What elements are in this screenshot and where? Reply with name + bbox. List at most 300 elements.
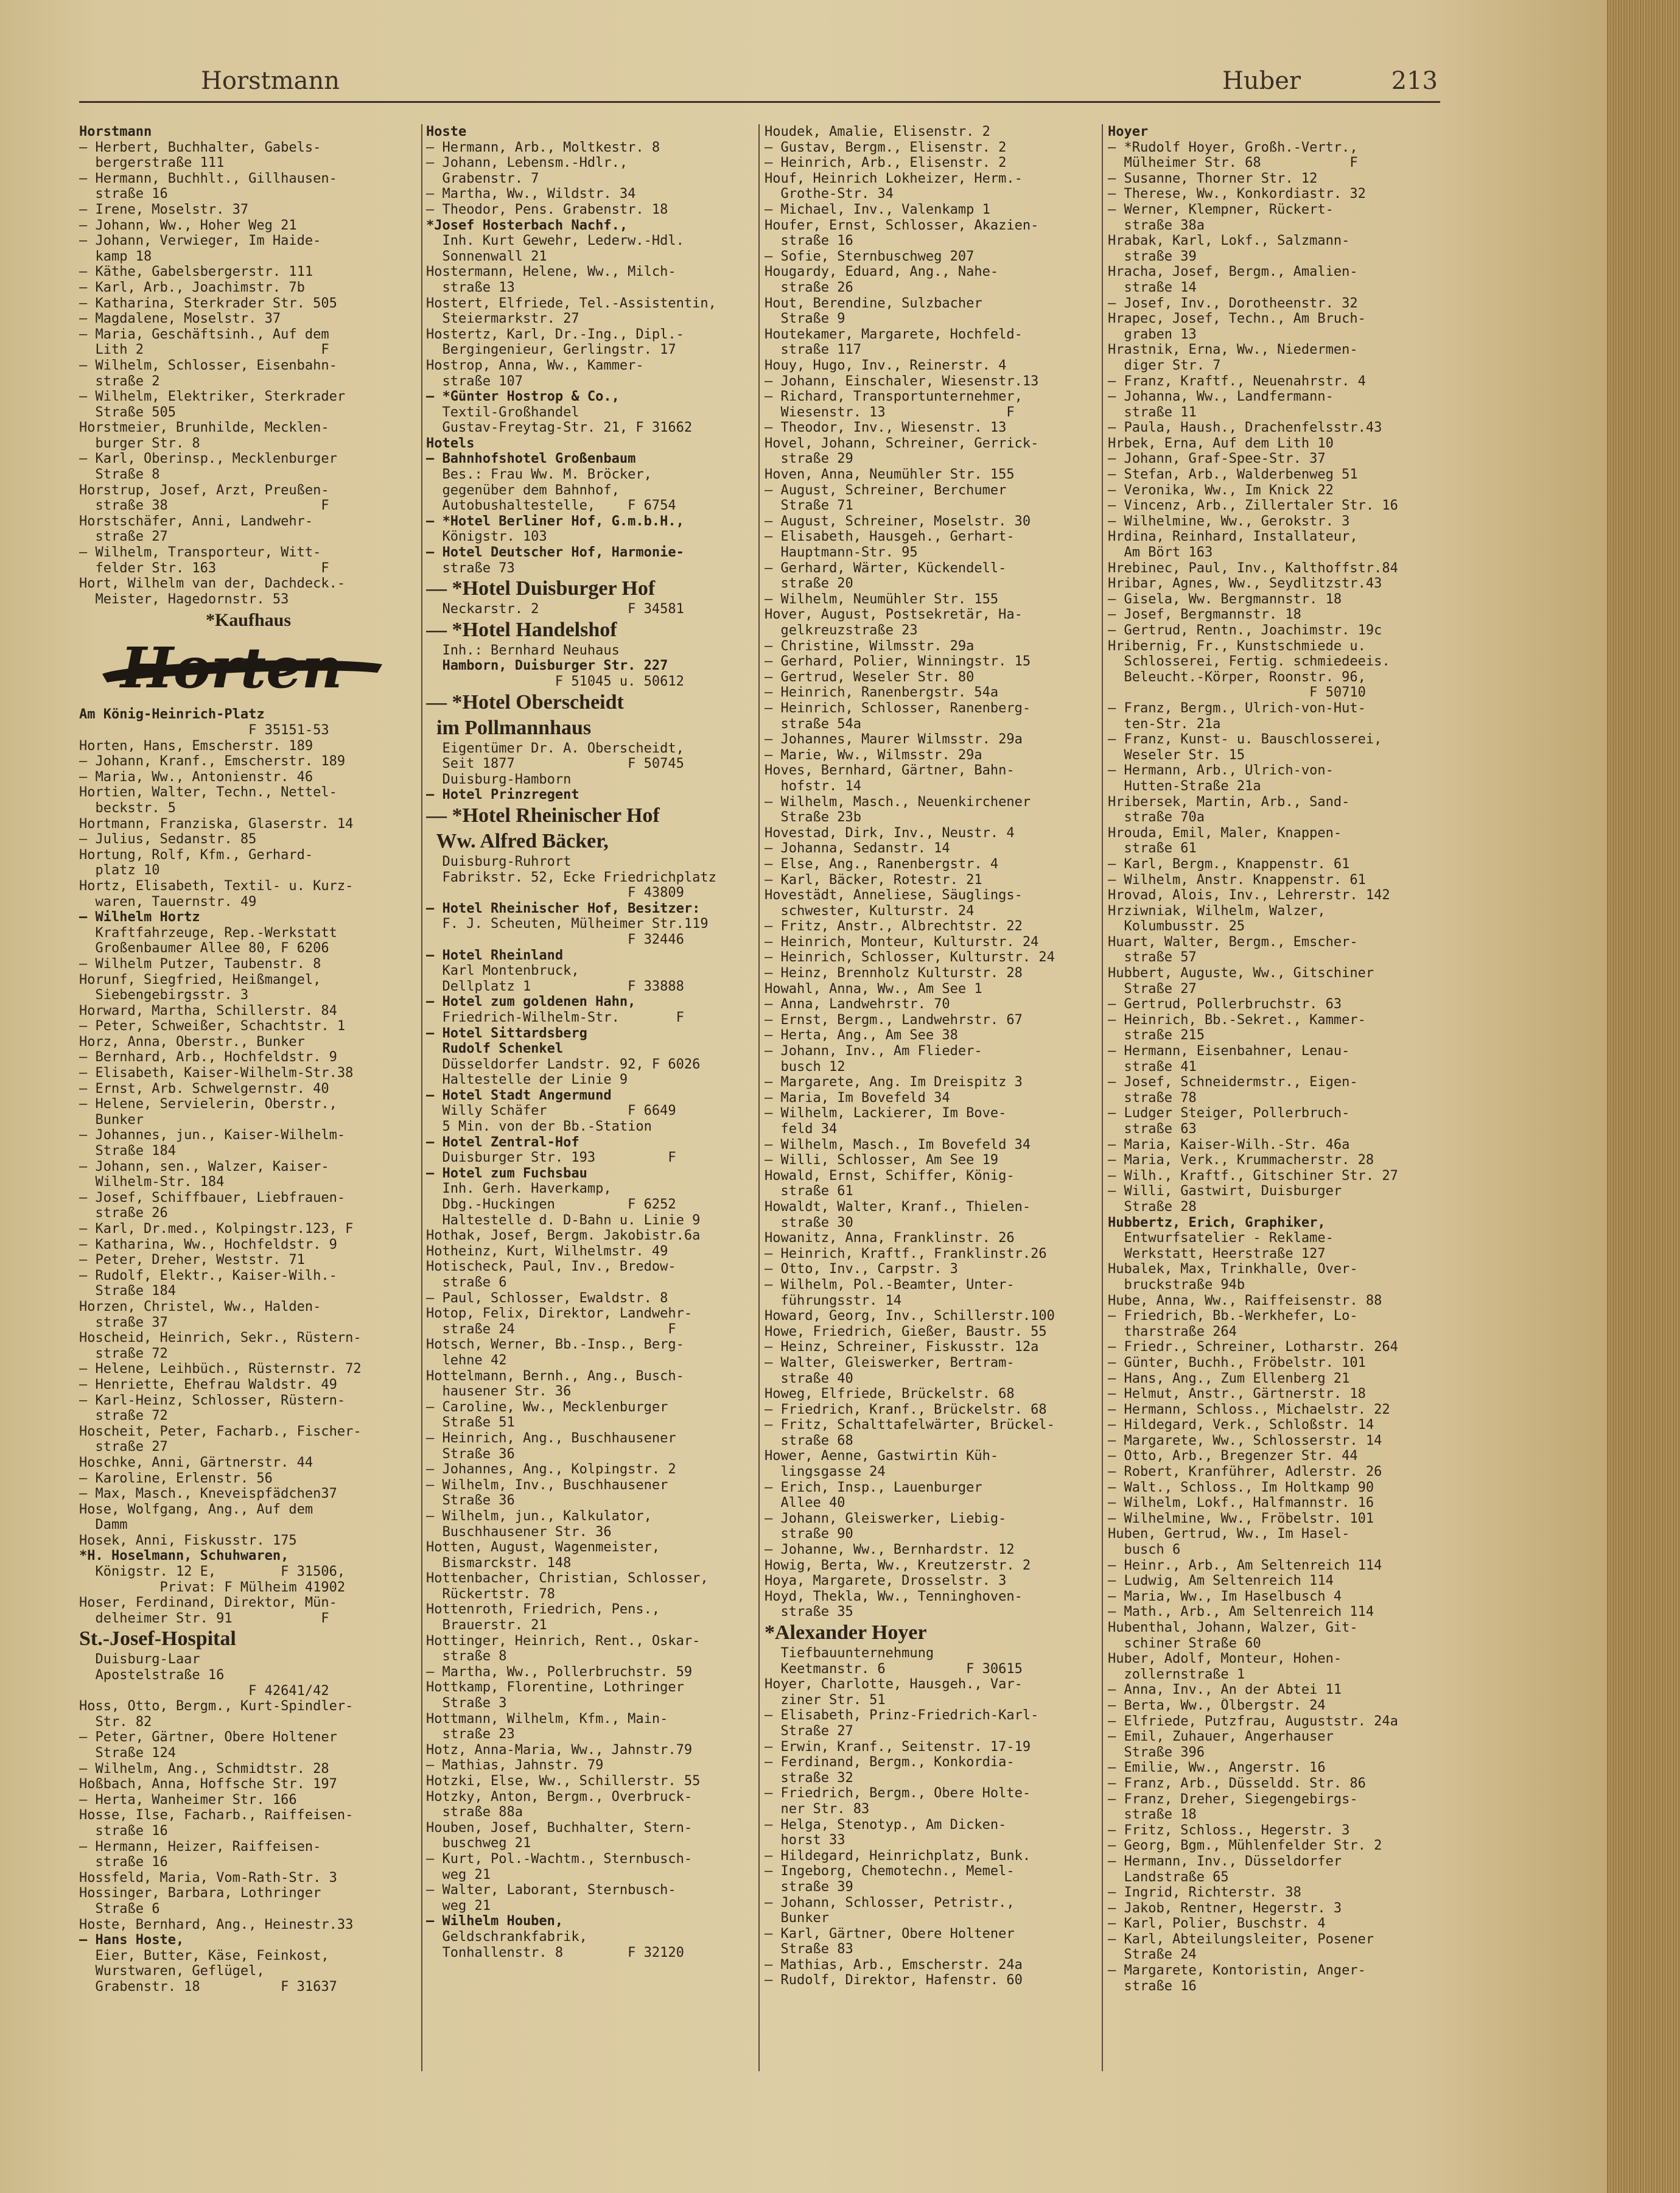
directory-entry: — Peter, Gärtner, Obere Holtener — [79, 1730, 337, 1746]
directory-entry: Hostrop, Anna, Ww., Kammer- — [426, 357, 644, 373]
directory-entry: Howig, Berta, Ww., Kreutzerstr. 2 — [765, 1557, 1031, 1573]
directory-entry: straße 24 F — [426, 1321, 676, 1337]
directory-entry: — Heinrich, Monteur, Kulturstr. 24 — [765, 934, 1039, 950]
directory-entry: Horstrup, Josef, Arzt, Preußen- — [79, 482, 329, 498]
directory-entry: — Hermann, Schloss., Michaelstr. 22 — [1108, 1402, 1390, 1417]
directory-entry: — Henriette, Ehefrau Waldstr. 49 — [79, 1377, 337, 1392]
directory-entry: — Käthe, Gabelsbergerstr. 111 — [79, 264, 313, 280]
directory-entry: straße 38 F — [79, 498, 329, 514]
directory-entry: — Josef, Inv., Dorotheenstr. 32 — [1108, 295, 1358, 311]
directory-entry: felder Str. 163 F — [79, 560, 329, 576]
directory-entry: Hovestädt, Anneliese, Säuglings- — [765, 888, 1023, 904]
directory-entry: — Karl, Oberinsp., Mecklenburger — [79, 451, 337, 467]
directory-entry: straße 2 — [79, 373, 160, 389]
directory-entry: Straße 505 — [79, 404, 176, 420]
directory-entry: — Gerhard, Wärter, Kückendell- — [765, 560, 1007, 576]
column-1 — [79, 124, 418, 2176]
directory-entry: Bunker — [765, 1911, 829, 1926]
directory-entry: — Maria, Verk., Krummacherstr. 28 — [1108, 1153, 1374, 1168]
directory-entry: — Franz, Kunst- u. Bauschlosserei, — [1108, 732, 1382, 748]
directory-entry: Friedrich-Wilhelm-Str. F — [426, 1009, 684, 1025]
directory-entry: Horstmann — [79, 124, 152, 139]
directory-entry: straße 57 — [1108, 950, 1197, 966]
directory-entry: gegenüber dem Bahnhof, — [426, 482, 620, 498]
directory-entry: — Ernst, Arb. Schwelgernstr. 40 — [79, 1081, 329, 1096]
directory-entry: Hover, August, Postsekretär, Ha- — [765, 607, 1023, 623]
directory-entry: — Maria, Kaiser-Wilh.-Str. 46a — [1108, 1137, 1350, 1153]
directory-entry: Kraftfahrzeuge, Rep.-Werkstatt — [79, 925, 337, 941]
directory-entry: ziner Str. 51 — [765, 1692, 886, 1708]
directory-entry: — Karl-Heinz, Schlosser, Rüstern- — [79, 1392, 346, 1408]
directory-entry: — Wilhelm Putzer, Taubenstr. 8 — [79, 956, 321, 972]
directory-entry: Wurstwaren, Geflügel, — [79, 1963, 265, 1979]
directory-entry: ten-Str. 21a — [1108, 716, 1221, 732]
directory-entry: Meister, Hagedornstr. 53 — [79, 591, 289, 607]
directory-entry: Grabenstr. 18 F 31637 — [79, 1979, 337, 1995]
directory-entry: Hutten-Straße 21a — [1108, 778, 1261, 794]
column-separator — [758, 124, 760, 2071]
directory-entry: Hamborn, Duisburger Str. 227 — [426, 658, 668, 674]
directory-entry: — Friedrich, Bergm., Obere Holte- — [765, 1786, 1031, 1802]
directory-entry: — Caroline, Ww., Mecklenburger — [426, 1399, 668, 1415]
directory-entry: Hotels — [426, 435, 475, 451]
directory-entry: — Vincenz, Arb., Zillertaler Str. 16 — [1108, 498, 1398, 514]
directory-entry: — Hotel Rheinland — [426, 947, 564, 963]
directory-entry: Düsseldorfer Landstr. 92, F 6026 — [426, 1056, 701, 1072]
directory-entry: — Walter, Gleiswerker, Bertram- — [765, 1355, 1015, 1370]
directory-entry: Hortz, Elisabeth, Textil- u. Kurz- — [79, 878, 354, 894]
directory-entry: — Otto, Arb., Bregenzer Str. 44 — [1108, 1448, 1358, 1464]
directory-entry: Hoßbach, Anna, Hoffsche Str. 197 — [79, 1777, 337, 1792]
directory-entry: straße 32 — [765, 1770, 853, 1786]
directory-entry: Horz, Anna, Oberstr., Bunker — [79, 1034, 305, 1050]
directory-entry: kamp 18 — [79, 248, 152, 264]
directory-entry: Hose, Wolfgang, Ang., Auf dem — [79, 1501, 313, 1517]
directory-entry: — August, Schreiner, Moselstr. 30 — [765, 513, 1031, 529]
directory-entry: — Hotel Deutscher Hof, Harmonie- — [426, 545, 684, 561]
directory-entry: — Walter, Laborant, Sternbusch- — [426, 1882, 676, 1898]
directory-entry: Hoscheid, Heinrich, Sekr., Rüstern- — [79, 1330, 362, 1346]
directory-entry: burger Str. 8 — [79, 435, 200, 451]
directory-entry: Straße 184 — [79, 1283, 176, 1299]
directory-entry: Hubalek, Max, Trinkhalle, Over- — [1108, 1261, 1358, 1277]
directory-entry: — Hans, Ang., Zum Ellenberg 21 — [1108, 1370, 1350, 1386]
directory-entry: Hottenroth, Friedrich, Pens., — [426, 1602, 660, 1618]
directory-entry: — Julius, Sedanstr. 85 — [79, 832, 257, 847]
directory-entry: — Sofie, Sternbuschweg 207 — [765, 248, 975, 264]
directory-entry: — *Hotel Handelshof — [426, 618, 617, 641]
directory-entry: — Katharina, Sterkrader Str. 505 — [79, 295, 337, 311]
directory-entry: Hottenbacher, Christian, Schlosser, — [426, 1571, 709, 1587]
directory-entry: — Johann, Graf-Spee-Str. 37 — [1108, 451, 1326, 467]
directory-entry: F 43809 — [426, 885, 684, 901]
directory-entry: Hower, Aenne, Gastwirtin Küh- — [765, 1448, 999, 1464]
directory-entry: — Franz, Dreher, Siegengebirgs- — [1108, 1791, 1358, 1807]
directory-entry: straße 63 — [1108, 1121, 1197, 1137]
directory-entry: Hube, Anna, Ww., Raiffeisenstr. 88 — [1108, 1293, 1382, 1308]
directory-entry: *H. Hoselmann, Schuhwaren, — [79, 1548, 289, 1564]
directory-entry: Wiesenstr. 13 F — [765, 404, 1015, 420]
directory-entry: Straße 28 — [1108, 1199, 1197, 1215]
directory-entry: — Hildegard, Heinrichplatz, Bunk. — [765, 1848, 1031, 1864]
directory-entry: — Heinrich, Ang., Buschhausener — [426, 1430, 676, 1446]
directory-entry: Hoste, Bernhard, Ang., Heinestr.33 — [79, 1917, 354, 1932]
directory-entry: lingsgasse 24 — [765, 1464, 886, 1480]
directory-entry: — Mathias, Jahnstr. 79 — [426, 1758, 604, 1774]
directory-entry: straße 41 — [1108, 1059, 1197, 1075]
directory-entry: straße 6 — [426, 1275, 507, 1290]
directory-entry: — Werner, Klempner, Rückert- — [1108, 202, 1334, 217]
directory-entry: — Hotel Stadt Angermund — [426, 1087, 612, 1103]
page-header — [201, 60, 1438, 102]
directory-entry: Sonnenwall 21 — [426, 248, 547, 264]
directory-entry: straße 54a — [765, 716, 861, 732]
directory-entry: — Theodor, Inv., Wiesenstr. 13 — [765, 420, 1007, 436]
directory-entry: Hossfeld, Maria, Vom-Rath-Str. 3 — [79, 1870, 337, 1886]
directory-entry: Straße 36 — [426, 1446, 515, 1462]
directory-entry: — Herbert, Buchhalter, Gabels- — [79, 139, 321, 155]
directory-entry: straße 39 — [765, 1879, 853, 1895]
directory-entry: — Elisabeth, Hausgeh., Gerhart- — [765, 529, 1015, 545]
directory-entry: — Johann, Ww., Hoher Weg 21 — [79, 217, 297, 233]
directory-entry: Hoyd, Thekla, Ww., Tenninghoven- — [765, 1588, 1023, 1604]
directory-entry: Hauptmann-Str. 95 — [765, 545, 918, 561]
directory-entry: — Bahnhofshotel Großenbaum — [426, 451, 636, 467]
directory-entry: — Gisela, Ww. Bergmannstr. 18 — [1108, 591, 1342, 607]
directory-entry: — Emilie, Ww., Angerstr. 16 — [1108, 1760, 1326, 1776]
directory-entry: — Willi, Gastwirt, Duisburger — [1108, 1184, 1342, 1199]
directory-entry: Hotten, August, Wagenmeister, — [426, 1540, 660, 1556]
directory-entry: — Johann, Schlosser, Petristr., — [765, 1895, 1015, 1911]
directory-entry: Houy, Hugo, Inv., Reinerstr. 4 — [765, 357, 1007, 373]
directory-entry: hausener Str. 36 — [426, 1384, 572, 1400]
directory-entry: — Wilhelm Hortz — [79, 910, 200, 925]
directory-entry: Hrapec, Josef, Techn., Am Bruch- — [1108, 311, 1366, 327]
directory-entry: feld 34 — [765, 1121, 838, 1137]
directory-entry: Werkstatt, Heerstraße 127 — [1108, 1246, 1326, 1261]
directory-entry: — Paul, Schlosser, Ewaldstr. 8 — [426, 1290, 668, 1306]
directory-entry: straße 73 — [426, 560, 515, 576]
directory-entry: straße 117 — [765, 342, 861, 358]
directory-entry: straße 37 — [79, 1314, 168, 1330]
directory-entry: — Franz, Kraftf., Neuenahrstr. 4 — [1108, 373, 1366, 389]
directory-entry: straße 16 — [79, 186, 168, 202]
directory-entry: — Maria, Ww., Im Haselbusch 4 — [1108, 1588, 1342, 1604]
directory-entry: — Wilhelm, Masch., Neuenkirchener — [765, 794, 1031, 810]
directory-entry: straße 38a — [1108, 217, 1205, 233]
directory-entry: Hoss, Otto, Bergm., Kurt-Spindler- — [79, 1699, 354, 1714]
directory-entry: Textil-Großhandel — [426, 404, 579, 420]
directory-entry: — Maria, Im Bovefeld 34 — [765, 1090, 950, 1106]
page-number: 213 — [1391, 67, 1438, 95]
directory-entry: — Wilhelm, jun., Kalkulator, — [426, 1508, 652, 1524]
directory-entry: Willy Schäfer F 6649 — [426, 1103, 676, 1119]
directory-entry: straße 72 — [79, 1408, 168, 1424]
directory-entry: straße 107 — [426, 373, 523, 389]
directory-entry: — Josef, Bergmannstr. 18 — [1108, 607, 1301, 623]
directory-entry: Beleucht.-Körper, Roonstr. 96, — [1108, 669, 1366, 685]
directory-entry: Straße 3 — [426, 1696, 507, 1711]
directory-entry: F 51045 u. 50612 — [426, 674, 684, 689]
directory-entry: Hotzky, Anton, Bergm., Overbruck- — [426, 1789, 693, 1805]
column-3 — [765, 124, 1103, 2176]
directory-entry: — Fritz, Schalttafelwärter, Brückel- — [765, 1417, 1055, 1433]
directory-entry: — Heinrich, Schlosser, Ranenberg- — [765, 700, 1031, 716]
directory-entry: busch 6 — [1108, 1542, 1181, 1558]
directory-entry: — Karl, Dr.med., Kolpingstr.123, F — [79, 1221, 354, 1237]
directory-entry: weg 21 — [426, 1898, 491, 1914]
directory-entry: — Heinz, Brennholz Kulturstr. 28 — [765, 966, 1023, 981]
directory-entry: Am König-Heinrich-Platz — [79, 707, 265, 723]
directory-entry: — Katharina, Ww., Hochfeldstr. 9 — [79, 1237, 337, 1252]
directory-entry: — Martha, Ww., Pollerbruchstr. 59 — [426, 1664, 693, 1680]
directory-entry: Hribersek, Martin, Arb., Sand- — [1108, 794, 1350, 810]
directory-entry: Steiermarkstr. 27 — [426, 311, 579, 327]
directory-entry: — Irene, Moselstr. 37 — [79, 202, 249, 217]
directory-entry: Hosse, Ilse, Facharb., Raiffeisen- — [79, 1808, 354, 1823]
directory-entry: straße 30 — [765, 1215, 853, 1230]
directory-entry: Huber, Adolf, Monteur, Hohen- — [1108, 1651, 1342, 1667]
directory-entry: Grothe-Str. 34 — [765, 186, 894, 202]
directory-entry: Bunker — [79, 1112, 144, 1128]
directory-entry: — Elisabeth, Kaiser-Wilhelm-Str.38 — [79, 1065, 354, 1081]
directory-entry: — Fritz, Schloss., Hegerstr. 3 — [1108, 1822, 1350, 1838]
header-rule — [79, 101, 1440, 103]
directory-entry: — Stefan, Arb., Walderbenweg 51 — [1108, 467, 1358, 483]
directory-entry: zollernstraße 1 — [1108, 1666, 1245, 1682]
directory-entry: Tiefbauunternehmung — [765, 1646, 934, 1661]
directory-entry: — Wilh., Kraftf., Gitschiner Str. 27 — [1108, 1168, 1398, 1184]
directory-entry: straße 61 — [1108, 841, 1197, 857]
directory-entry: Hrziwniak, Wilhelm, Walzer, — [1108, 903, 1326, 919]
directory-entry: Rückertstr. 78 — [426, 1586, 555, 1602]
directory-entry: Horstmeier, Brunhilde, Mecklen- — [79, 420, 329, 436]
directory-entry: straße 23 — [426, 1727, 515, 1742]
directory-entry: — Hans Hoste, — [79, 1932, 184, 1948]
directory-entry: — Gertrud, Pollerbruchstr. 63 — [1108, 997, 1342, 1012]
directory-entry: Duisburger Str. 193 F — [426, 1150, 676, 1166]
directory-entry: Hossinger, Barbara, Lothringer — [79, 1886, 321, 1901]
directory-entry: Horstschäfer, Anni, Landwehr- — [79, 513, 313, 529]
directory-entry: straße 72 — [79, 1346, 168, 1361]
directory-entry: Hortmann, Franziska, Glaserstr. 14 — [79, 816, 354, 832]
directory-entry: Houdek, Amalie, Elisenstr. 2 — [765, 124, 990, 139]
directory-entry: Hostertz, Karl, Dr.-Ing., Dipl.- — [426, 326, 684, 342]
directory-entry: — *Hotel Rheinischer Hof — [426, 804, 660, 827]
directory-entry: Gustav-Freytag-Str. 21, F 31662 — [426, 420, 693, 436]
directory-entry: straße 40 — [765, 1370, 853, 1386]
directory-entry: — Johannes, Maurer Wilmsstr. 29a — [765, 732, 1023, 748]
directory-entry: Grabenstr. 7 — [426, 170, 539, 186]
horten-logo — [96, 637, 388, 704]
directory-entry: gelkreuzstraße 23 — [765, 623, 918, 638]
logo-text: Horten — [121, 637, 343, 701]
directory-entry: — Heinrich, Arb., Elisenstr. 2 — [765, 155, 1007, 171]
directory-entry: — Hermann, Buchhlt., Gillhausen- — [79, 170, 337, 186]
directory-entry: — Herta, Wanheimer Str. 166 — [79, 1792, 297, 1808]
directory-entry: — Hildegard, Verk., Schloßstr. 14 — [1108, 1417, 1374, 1433]
directory-entry: Hoven, Anna, Neumühler Str. 155 — [765, 467, 1015, 483]
directory-entry: — Hermann, Inv., Düsseldorfer — [1108, 1853, 1342, 1869]
directory-entry: — Paula, Haush., Drachenfelsstr.43 — [1108, 420, 1382, 436]
directory-entry: — Hermann, Eisenbahner, Lenau- — [1108, 1044, 1350, 1059]
directory-entry: Wilhelm-Str. 184 — [79, 1174, 225, 1190]
directory-entry: F 35151-53 — [79, 723, 329, 738]
directory-entry: im Pollmannhaus — [426, 716, 592, 739]
directory-entry: Hrbek, Erna, Auf dem Lith 10 — [1108, 435, 1334, 451]
directory-entry: Straße 24 — [1108, 1947, 1197, 1963]
directory-entry: — *Günter Hostrop & Co., — [426, 389, 620, 405]
directory-entry: Großenbaumer Allee 80, F 6206 — [79, 941, 329, 956]
directory-entry: Straße 27 — [765, 1723, 853, 1739]
directory-entry: — *Hotel Oberscheidt — [426, 690, 624, 714]
directory-entry: — Ingeborg, Chemotechn., Memel- — [765, 1864, 1015, 1879]
directory-entry: Geldschrankfabrik, — [426, 1929, 587, 1945]
directory-entry: — Johannes, Ang., Kolpingstr. 2 — [426, 1462, 676, 1478]
directory-entry: Hout, Berendine, Sulzbacher — [765, 295, 982, 311]
directory-entry: — Johannes, jun., Kaiser-Wilhelm- — [79, 1128, 346, 1143]
directory-entry: straße 26 — [79, 1205, 168, 1221]
directory-entry: Hotheinz, Kurt, Wilhelmstr. 49 — [426, 1243, 668, 1259]
directory-entry: — Veronika, Ww., Im Knick 22 — [1108, 482, 1334, 498]
directory-entry: Straße 83 — [765, 1942, 853, 1957]
directory-entry: — Wilhelm, Transporteur, Witt- — [79, 545, 321, 561]
directory-entry: Entwurfsatelier - Reklame- — [1108, 1230, 1334, 1246]
directory-entry: — Willi, Schlosser, Am See 19 — [765, 1153, 999, 1168]
directory-entry: Bismarckstr. 148 — [426, 1555, 572, 1571]
directory-entry: Hoyer — [1108, 124, 1149, 139]
directory-entry: — Max, Masch., Kneveispfädchen37 — [79, 1486, 337, 1502]
directory-entry: Lith 2 F — [79, 342, 329, 358]
directory-entry: Hubenthal, Johann, Walzer, Git- — [1108, 1620, 1358, 1635]
directory-entry: bergerstraße 111 — [79, 155, 225, 171]
directory-entry: straße 13 — [426, 279, 515, 295]
directory-entry: lehne 42 — [426, 1352, 507, 1368]
directory-entry: Eier, Butter, Käse, Feinkost, — [79, 1948, 329, 1963]
directory-entry: Hrabak, Karl, Lokf., Salzmann- — [1108, 233, 1350, 249]
directory-entry: — Heinr., Arb., Am Seltenreich 114 — [1108, 1557, 1382, 1573]
directory-entry: — Ernst, Bergm., Landwehrstr. 67 — [765, 1012, 1023, 1028]
directory-entry: straße 8 — [426, 1649, 507, 1665]
directory-entry: — Ferdinand, Bergm., Konkordia- — [765, 1755, 1015, 1770]
directory-entry: — Wilhelmine, Ww., Fröbelstr. 101 — [1108, 1511, 1374, 1526]
directory-entry: Inh.: Bernhard Neuhaus — [426, 642, 620, 658]
directory-entry: — Therese, Ww., Konkordiastr. 32 — [1108, 186, 1366, 202]
directory-entry: Straße 51 — [426, 1415, 515, 1431]
directory-entry: 5 Min. von der Bb.-Station — [426, 1119, 652, 1135]
directory-entry: Straße 36 — [426, 1493, 515, 1509]
directory-entry: Hostert, Elfriede, Tel.-Assistentin, — [426, 295, 716, 311]
directory-entry: Straße 396 — [1108, 1744, 1205, 1760]
directory-entry: — Wilhelm, Schlosser, Eisenbahn- — [79, 357, 337, 373]
directory-entry: schiner Straße 60 — [1108, 1635, 1261, 1651]
directory-entry: Hoste — [426, 124, 467, 139]
directory-entry: beckstr. 5 — [79, 800, 176, 816]
header-left-word: Horstmann — [201, 67, 340, 95]
directory-entry: Keetmanstr. 6 F 30615 — [765, 1661, 1023, 1677]
directory-entry: Hrouda, Emil, Maler, Knappen- — [1108, 825, 1342, 841]
directory-entry: Howaldt, Walter, Kranf., Thielen- — [765, 1199, 1031, 1215]
directory-entry: — Hotel Sittardsberg — [426, 1025, 587, 1041]
directory-entry: — Margarete, Kontoristin, Anger- — [1108, 1963, 1366, 1979]
directory-entry: — Erwin, Kranf., Seitenstr. 17-19 — [765, 1739, 1031, 1755]
directory-entry: — Christine, Wilmsstr. 29a — [765, 638, 975, 654]
directory-entry: — Friedrich, Bb.-Werkhefer, Lo- — [1108, 1308, 1358, 1324]
directory-entry: Königstr. 103 — [426, 529, 547, 545]
directory-entry: — Elisabeth, Prinz-Friedrich-Karl- — [765, 1708, 1039, 1724]
directory-entry: Hribernig, Fr., Kunstschmiede u. — [1108, 638, 1366, 654]
directory-entry: — Helene, Leihbüch., Rüsternstr. 72 — [79, 1361, 362, 1377]
directory-entry: — Wilhelm, Lackierer, Im Bove- — [765, 1106, 1007, 1121]
directory-entry: — Johann, Verwieger, Im Haide- — [79, 233, 321, 249]
directory-entry: Allee 40 — [765, 1495, 845, 1511]
directory-entry: F. J. Scheuten, Mülheimer Str.119 — [426, 916, 709, 932]
directory-entry: F 50710 — [1108, 685, 1366, 701]
directory-entry: St.-Josef-Hospital — [79, 1627, 236, 1651]
directory-entry: bruckstraße 94b — [1108, 1277, 1245, 1293]
directory-entry: buschweg 21 — [426, 1836, 531, 1851]
directory-entry: F 42641/42 — [79, 1683, 329, 1699]
directory-entry: Landstraße 65 — [1108, 1869, 1229, 1885]
directory-entry: — Karl, Gärtner, Obere Holtener — [765, 1926, 1015, 1942]
directory-entry: — Karl, Arb., Joachimstr. 7b — [79, 279, 305, 295]
directory-entry: platz 10 — [79, 863, 160, 879]
directory-entry: Haltestelle der Linie 9 — [426, 1072, 628, 1088]
directory-entry: Howanitz, Anna, Franklinstr. 26 — [765, 1230, 1015, 1246]
directory-entry: Dellplatz 1 F 33888 — [426, 978, 684, 994]
directory-entry: — Ingrid, Richterstr. 38 — [1108, 1885, 1301, 1901]
directory-entry: Hoyer, Charlotte, Hausgeh., Var- — [765, 1677, 1023, 1693]
directory-entry: Hoser, Ferdinand, Direktor, Mün- — [79, 1595, 337, 1611]
directory-entry: — Johann, Inv., Am Flieder- — [765, 1044, 982, 1059]
directory-entry: — Gustav, Bergm., Elisenstr. 2 — [765, 139, 1007, 155]
directory-entry: — Otto, Inv., Carpstr. 3 — [765, 1261, 958, 1277]
directory-entry: straße 14 — [1108, 279, 1197, 295]
directory-entry: — Johanna, Sedanstr. 14 — [765, 841, 950, 857]
directory-entry: tharstraße 264 — [1108, 1324, 1237, 1339]
directory-entry: Inh. Kurt Gewehr, Lederw.-Hdl. — [426, 233, 684, 249]
directory-entry: straße 39 — [1108, 248, 1197, 264]
directory-entry: Straße 9 — [765, 311, 845, 327]
directory-entry: — Ludwig, Am Seltenreich 114 — [1108, 1573, 1334, 1589]
directory-entry: — Heinrich, Bb.-Sekret., Kammer- — [1108, 1012, 1366, 1028]
directory-entry: — Josef, Schiffbauer, Liebfrauen- — [79, 1190, 346, 1205]
directory-entry: straße 29 — [765, 451, 853, 467]
directory-entry: Hottmann, Wilhelm, Kfm., Main- — [426, 1711, 668, 1727]
directory-entry: Howe, Friedrich, Gießer, Baustr. 55 — [765, 1324, 1047, 1339]
directory-entry: waren, Tauernstr. 49 — [79, 894, 257, 910]
directory-entry: straße 88a — [426, 1805, 523, 1820]
directory-entry: straße 27 — [79, 529, 168, 545]
book-page-edge — [1607, 0, 1680, 2193]
directory-entry: — Marie, Ww., Wilmsstr. 29a — [765, 747, 982, 763]
directory-entry: delheimer Str. 91 F — [79, 1610, 329, 1626]
directory-entry: — Theodor, Pens. Grabenstr. 18 — [426, 202, 668, 217]
directory-entry: ner Str. 83 — [765, 1801, 870, 1817]
directory-entry: — Elfriede, Putzfrau, Auguststr. 24a — [1108, 1713, 1398, 1729]
directory-entry: — Helmut, Anstr., Gärtnerstr. 18 — [1108, 1386, 1366, 1402]
directory-entry: — Wilhelm Houben, — [426, 1914, 564, 1929]
directory-entry: Houben, Josef, Buchhalter, Stern- — [426, 1820, 693, 1836]
directory-entry: graben 13 — [1108, 326, 1197, 342]
directory-entry: — Karl, Abteilungsleiter, Posener — [1108, 1931, 1374, 1947]
directory-entry: Howeg, Elfriede, Brückelstr. 68 — [765, 1386, 1015, 1402]
directory-entry: — Karl, Polier, Buschstr. 4 — [1108, 1916, 1326, 1932]
directory-entry: Hovel, Johann, Schreiner, Gerrick- — [765, 435, 1039, 451]
directory-entry: — Wilhelm, Ang., Schmidtstr. 28 — [79, 1761, 329, 1777]
directory-entry: — Wilhelm, Elektriker, Sterkrader — [79, 389, 346, 405]
directory-entry: Hottelmann, Bernh., Ang., Busch- — [426, 1368, 684, 1384]
